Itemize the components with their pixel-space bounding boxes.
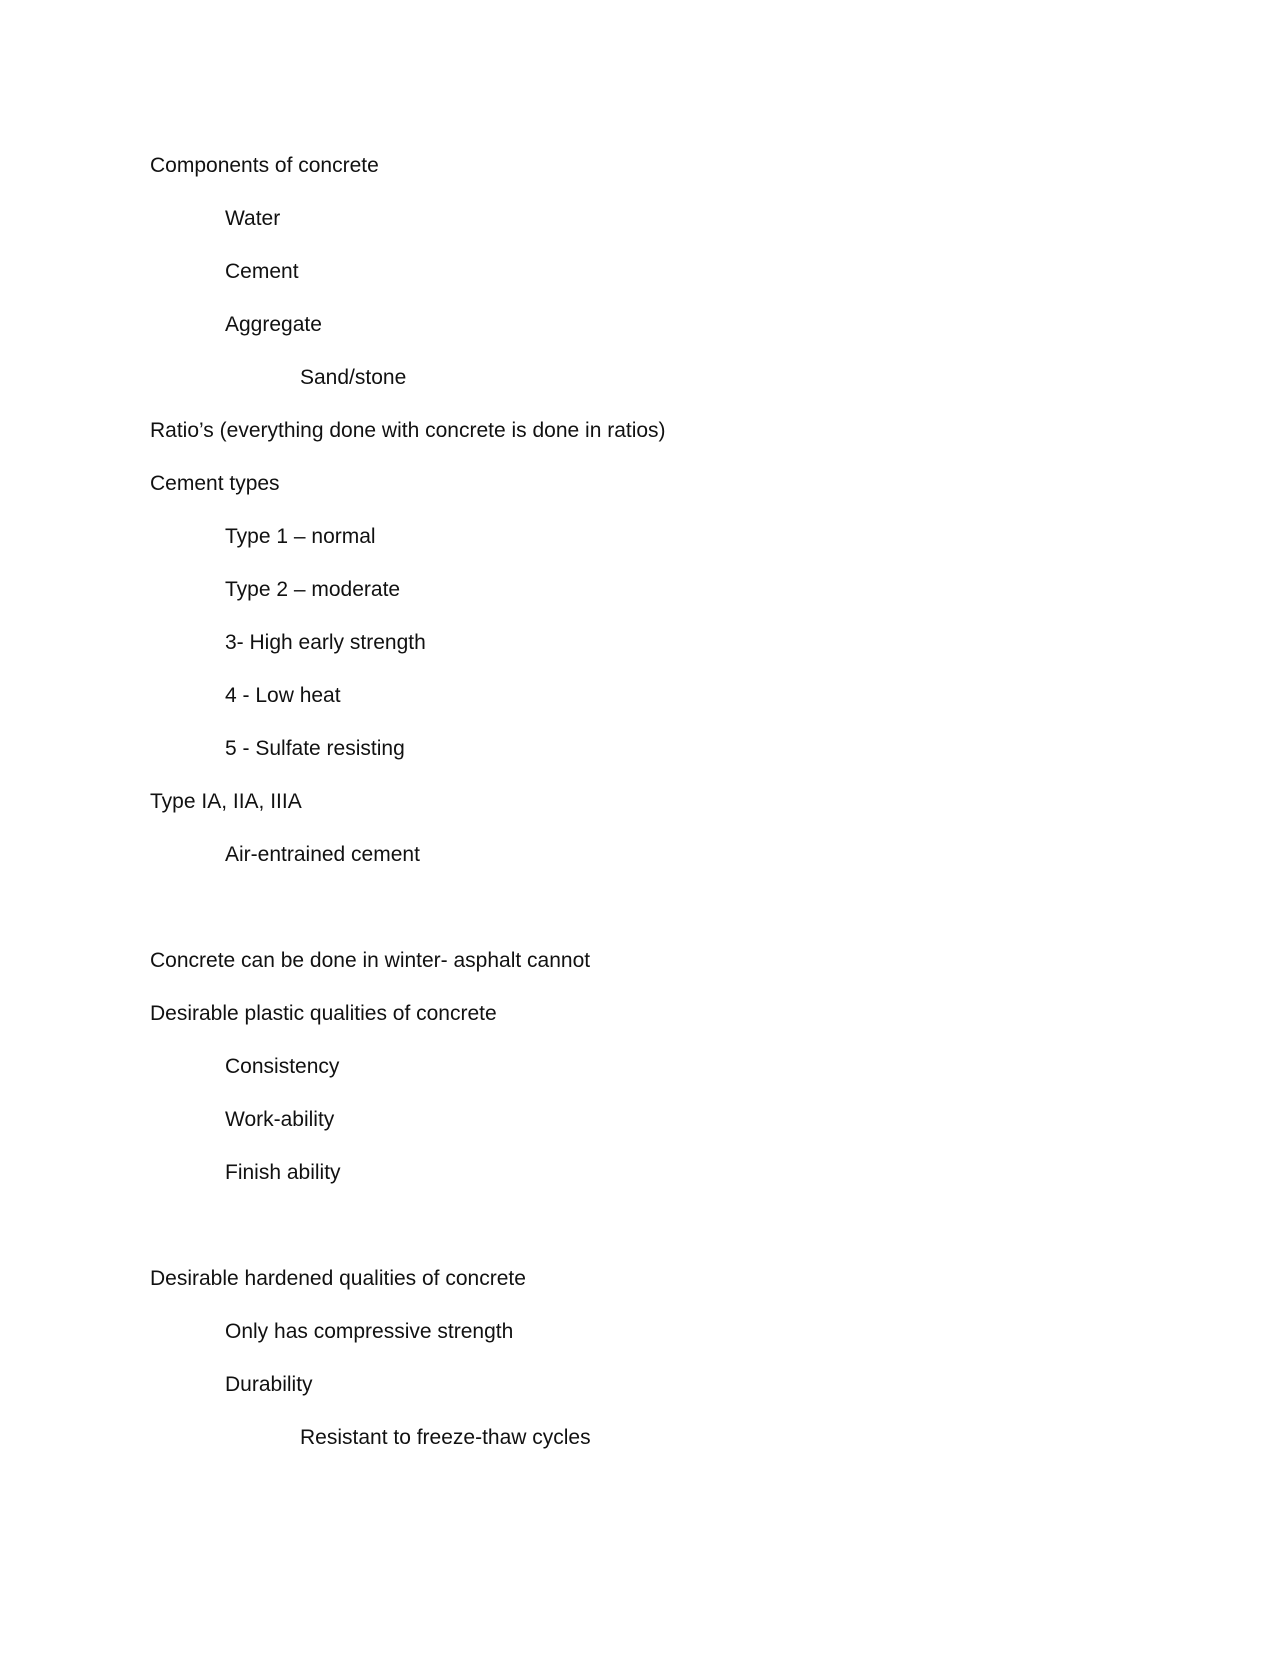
line-consistency: Consistency [225,1055,340,1078]
line-type-3: 3- High early strength [225,631,426,654]
line-type-ia-iia-iiia: Type IA, IIA, IIIA [150,790,302,813]
line-sand-stone: Sand/stone [300,366,407,389]
line-air-entrained: Air-entrained cement [225,843,420,866]
line-winter-note: Concrete can be done in winter- asphalt cannot [150,949,591,972]
line-type-2: Type 2 – moderate [225,578,401,601]
line-durability: Durability [225,1373,313,1396]
line-water: Water [225,207,281,230]
line-hardened-qualities-heading: Desirable hardened qualities of concrete [150,1267,526,1290]
line-components-heading: Components of concrete [150,154,379,177]
line-type-1: Type 1 – normal [225,525,376,548]
line-finish-ability: Finish ability [225,1161,341,1184]
line-freeze-thaw: Resistant to freeze-thaw cycles [300,1426,591,1449]
line-aggregate: Aggregate [225,313,322,336]
line-ratios: Ratio’s (everything done with concrete is done in ratios) [150,419,666,442]
line-work-ability: Work-ability [225,1108,335,1131]
line-cement-types-heading: Cement types [150,472,280,495]
line-type-5: 5 - Sulfate resisting [225,737,405,760]
line-compressive-strength: Only has compressive strength [225,1320,514,1343]
line-plastic-qualities-heading: Desirable plastic qualities of concrete [150,1002,497,1025]
line-type-4: 4 - Low heat [225,684,341,707]
line-cement: Cement [225,260,299,283]
